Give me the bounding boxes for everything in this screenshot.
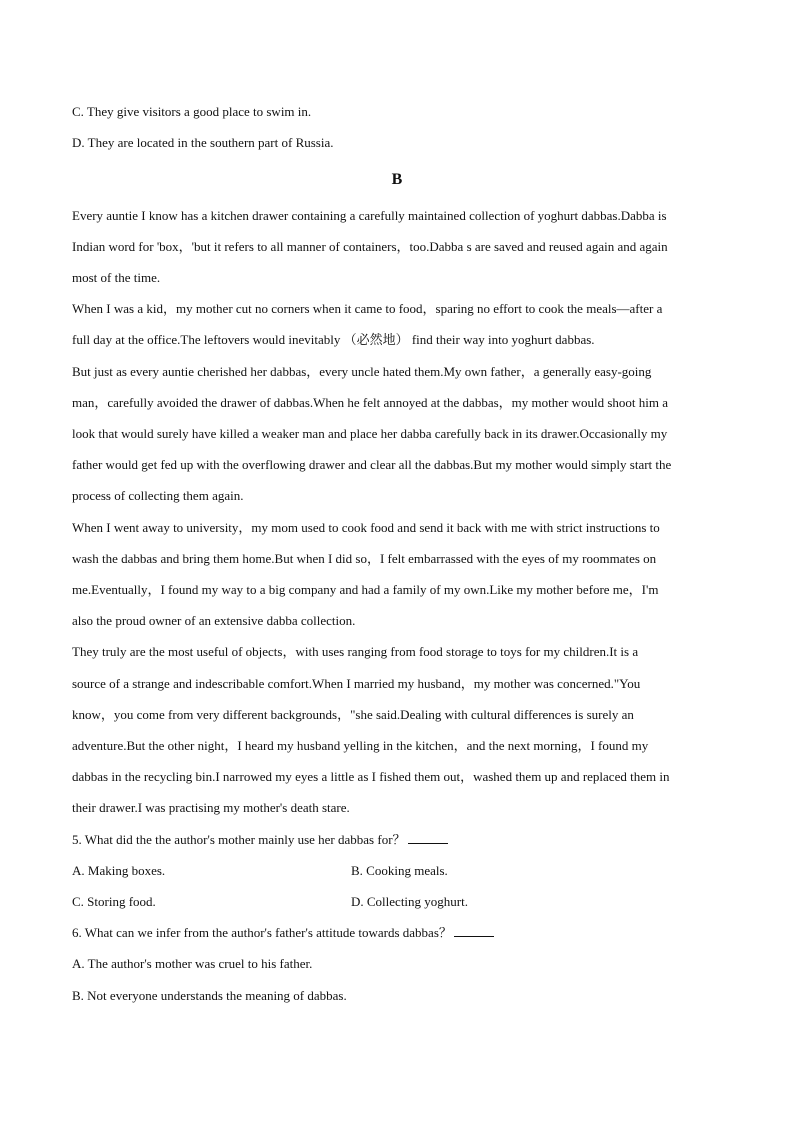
answer-blank[interactable] xyxy=(408,832,448,844)
passage-line: When I was a kid，my mother cut no corners when it came to food，sparing no effort to cook the meals—after a xyxy=(72,301,663,316)
passage-line: source of a strange and indescribable comfort.When I married my husband，my mother was concerned."You xyxy=(72,676,641,691)
passage-line: Indian word for 'box，'but it refers to all manner of containers，too.Dabba s are saved and reused again and again xyxy=(72,239,668,254)
passage-line: their drawer.I was practising my mother's death stare. xyxy=(72,800,350,815)
passage-line: But just as every auntie cherished her dabbas，every uncle hated them.My own father，a generally easy-going xyxy=(72,364,652,379)
q5-option-d: D. Collecting yoghurt. xyxy=(351,894,468,909)
passage-line: They truly are the most useful of objects，with uses ranging from food storage to toys for my children.It is a xyxy=(72,644,639,659)
passage-line: adventure.But the other night，I heard my husband yelling in the kitchen，and the next morning，I found my xyxy=(72,738,649,753)
q6-option-b: B. Not everyone understands the meaning of dabbas. xyxy=(72,988,347,1003)
q5-option-a: A. Making boxes. xyxy=(72,863,166,878)
q5-option-b: B. Cooking meals. xyxy=(351,863,448,878)
q5-option-c: C. Storing food. xyxy=(72,894,156,909)
passage-line: When I went away to university，my mom used to cook food and send it back with me with strict instructions to xyxy=(72,520,660,535)
passage-line: Every auntie I know has a kitchen drawer containing a carefully maintained collection of yoghurt dabbas.Dabba is xyxy=(72,208,667,223)
question-6-stem: 6. What can we infer from the author's father's attitude towards dabbas？ xyxy=(72,925,452,940)
passage-line: dabbas in the recycling bin.I narrowed my eyes a little as I fished them out，washed them up and replaced them in xyxy=(72,769,670,784)
passage-line: look that would surely have killed a weaker man and place her dabba carefully back in its drawer.Occasionally my xyxy=(72,426,668,441)
question-6 xyxy=(72,925,494,941)
question-5 xyxy=(72,832,448,848)
section-heading: B xyxy=(391,171,403,188)
prev-option-d: D. They are located in the southern part of Russia. xyxy=(72,135,334,150)
prev-option-c: C. They give visitors a good place to swim in. xyxy=(72,104,312,119)
q6-option-a: A. The author's mother was cruel to his father. xyxy=(72,956,313,971)
passage-line: wash the dabbas and bring them home.But when I did so，I felt embarrassed with the eyes of my roommates on xyxy=(72,551,657,566)
passage-line: most of the time. xyxy=(72,270,161,285)
passage-line: man，carefully avoided the drawer of dabbas.When he felt annoyed at the dabbas，my mother would shoot him a xyxy=(72,395,669,410)
passage-line: process of collecting them again. xyxy=(72,488,244,503)
answer-blank[interactable] xyxy=(454,925,494,937)
question-5-stem: 5. What did the the author's mother mainly use her dabbas for？ xyxy=(72,832,406,847)
passage-line: full day at the office.The leftovers would inevitably （必然地） find their way into yoghurt dabbas. xyxy=(72,332,595,347)
passage-line: father would get fed up with the overflowing drawer and clear all the dabbas.But my mother would simply start the xyxy=(72,457,672,472)
passage-line: know，you come from very different backgrounds，"she said.Dealing with cultural differences is surely an xyxy=(72,707,634,722)
passage-line: me.Eventually，I found my way to a big company and had a family of my own.Like my mother before me，I'm xyxy=(72,582,659,597)
passage-line: also the proud owner of an extensive dabba collection. xyxy=(72,613,356,628)
